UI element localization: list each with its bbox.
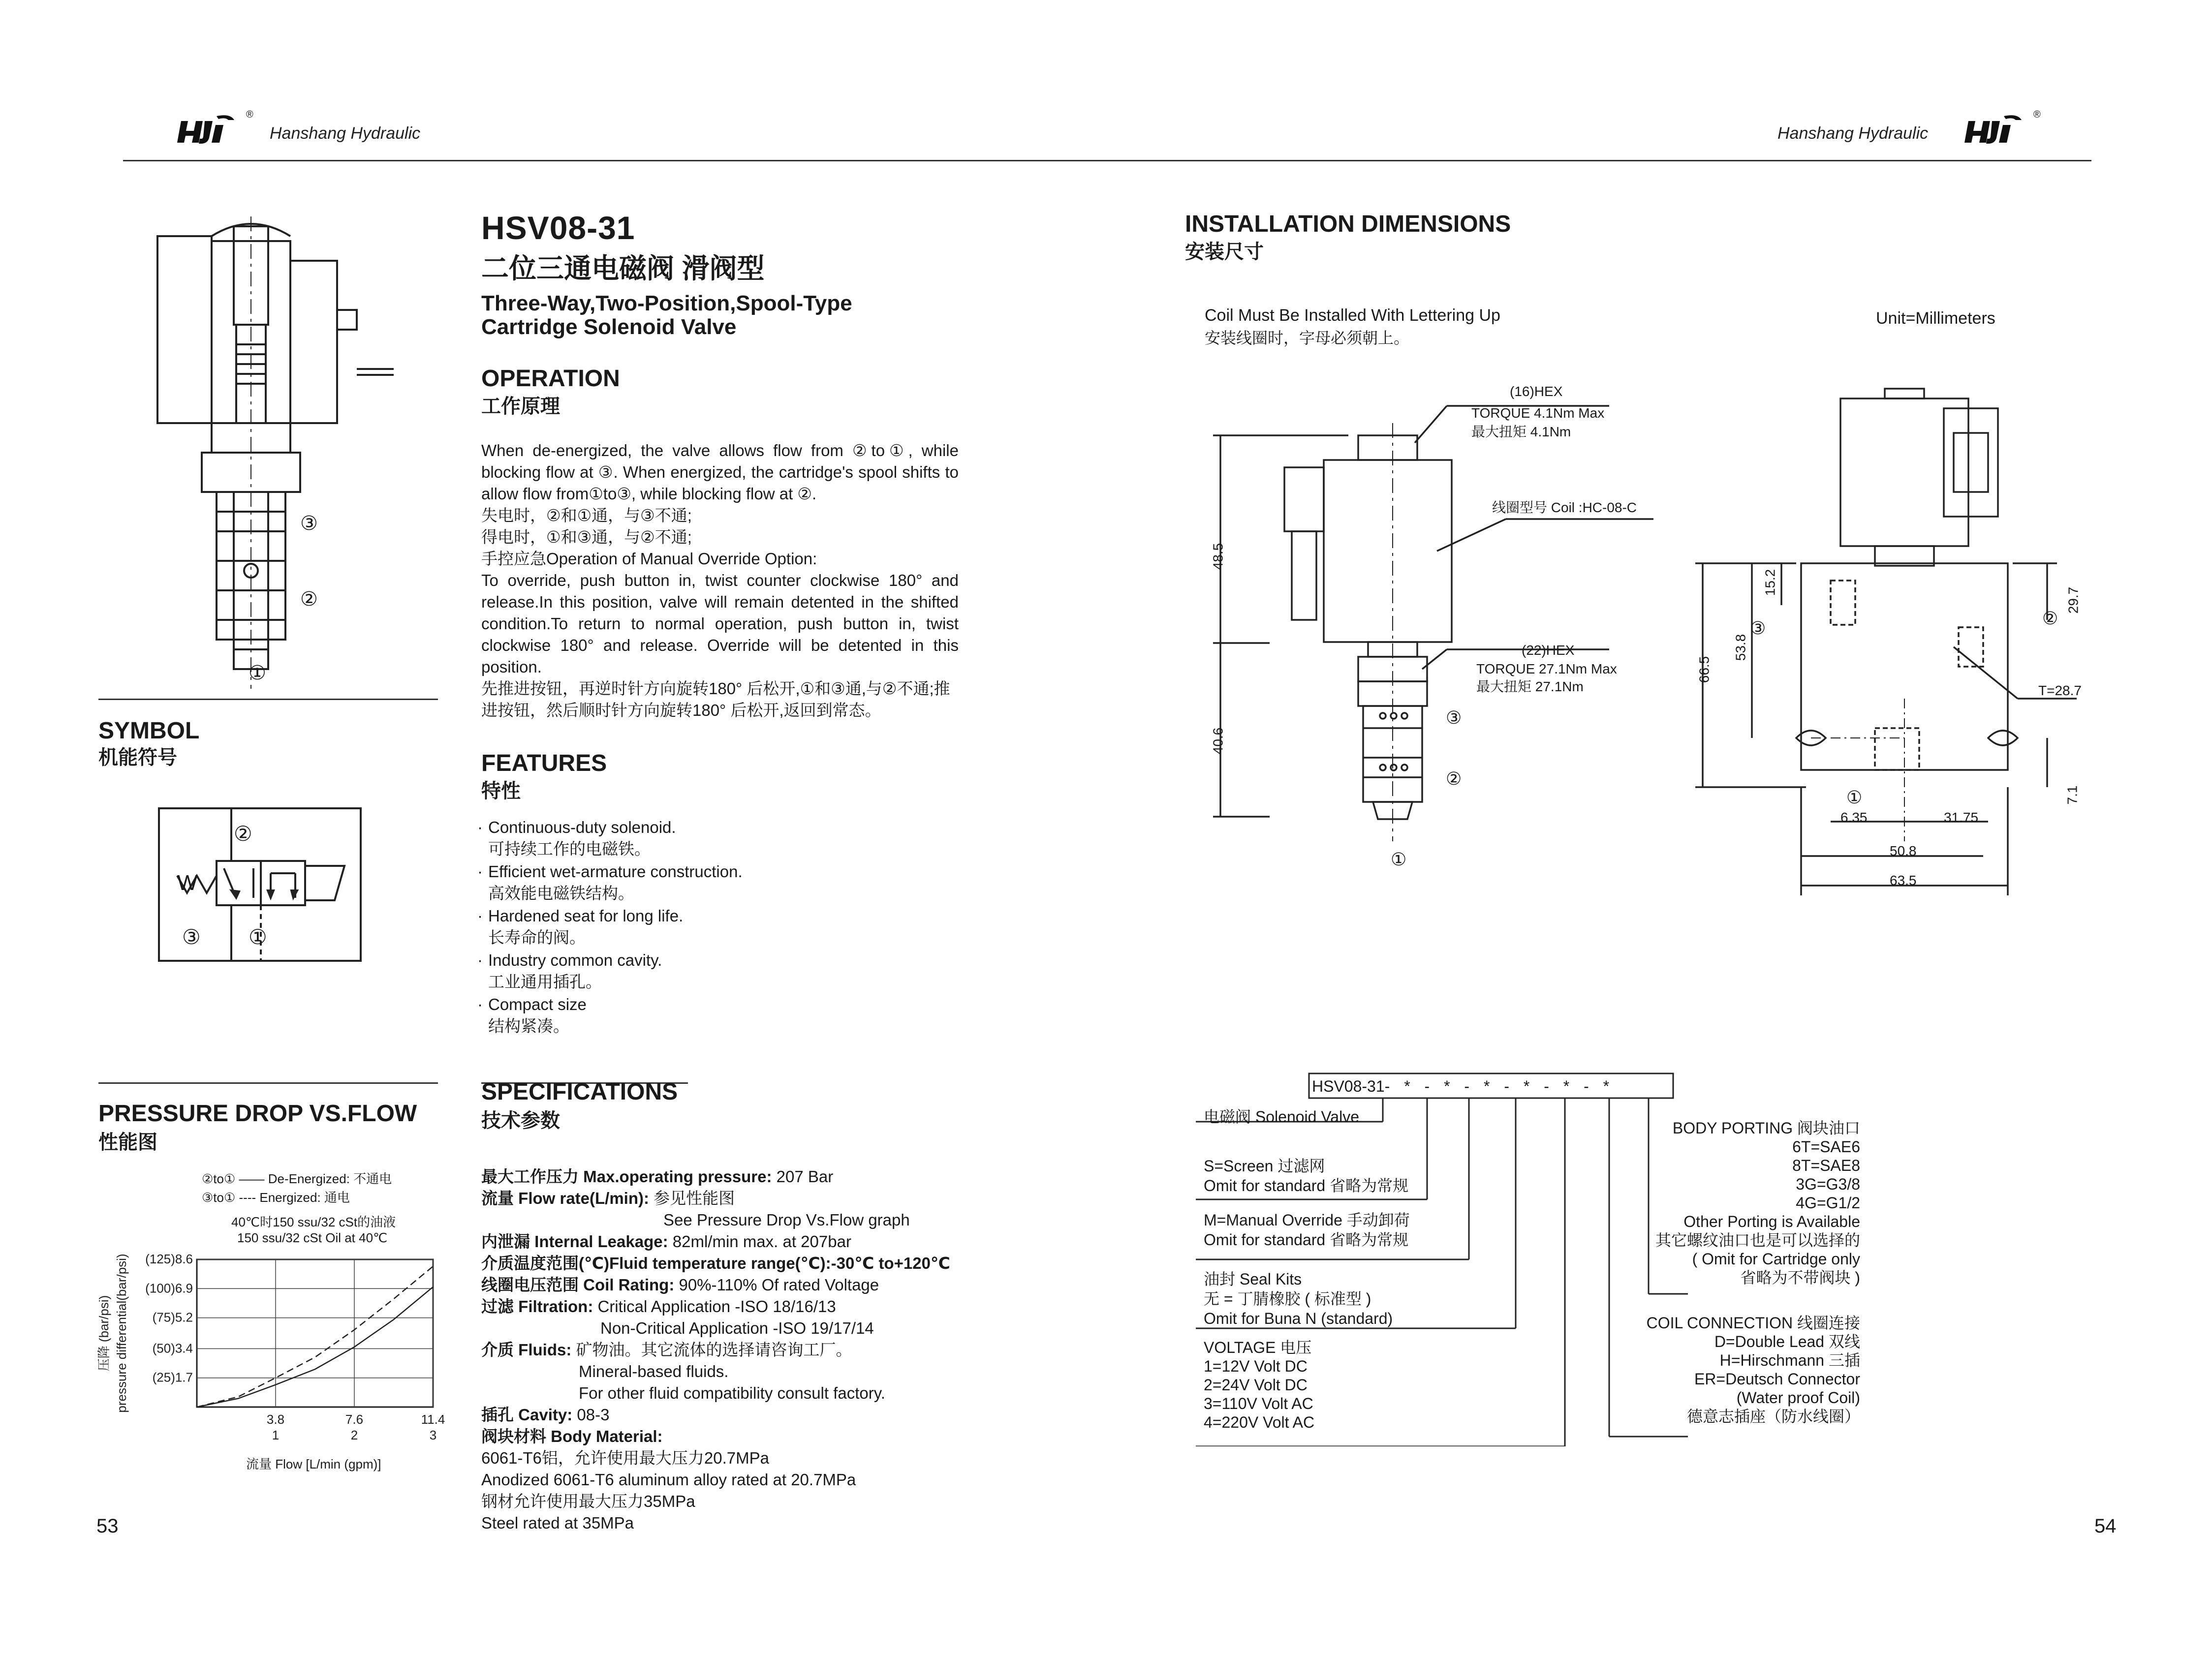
symbol-title: SYMBOL xyxy=(98,718,200,744)
torque2-cn-label: 最大扭矩 27.1Nm xyxy=(1476,679,1584,694)
feature-cn: 可持续工作的电磁铁。 xyxy=(488,840,651,858)
specifications-list xyxy=(481,1166,973,1534)
left-logo xyxy=(176,109,255,154)
feature-en: Hardened seat for long life. xyxy=(488,907,684,925)
chart-x-tick-label: 7.6 xyxy=(345,1412,364,1427)
model-title: HSV08-31 xyxy=(481,210,635,246)
order-body-item: 3G=G3/8 xyxy=(1796,1175,1860,1193)
order-screen-2: Omit for standard 省略为常规 xyxy=(1204,1177,1409,1195)
feature-cn: 结构紧凑。 xyxy=(488,1017,569,1035)
operation-p1: When de-energized, the valve allows flow from ②to①, while blocking flow at ③. When energized, the cartridge's spool shifts to allow flow from①to③, while blocking flow at ②. xyxy=(481,441,959,503)
order-code: HSV08-31 xyxy=(1312,1077,1385,1095)
order-body-item: ( Omit for Cartridge only xyxy=(1692,1250,1860,1268)
page-number-left: 53 xyxy=(96,1515,119,1537)
order-manual xyxy=(1204,1210,1410,1250)
order-seal-2: 无 = 丁腈橡胶 ( 标准型 ) xyxy=(1204,1290,1371,1308)
dim-40-6: 40.6 xyxy=(1210,727,1226,755)
pressure-rule xyxy=(98,1082,438,1084)
units-note: Unit=Millimeters xyxy=(1876,309,1995,328)
operation-p3: 先推进按钮，再逆时针方向旋转180° 后松开,①和③通,与②不通;推进按钮，然后顺时针方向旋转180° 后松开,返回到常态。 xyxy=(481,679,950,719)
header-rule xyxy=(123,160,2091,161)
title-en-2: Cartridge Solenoid Valve xyxy=(481,315,737,339)
right-logo xyxy=(1963,109,2042,154)
title-cn: 二位三通电磁阀 滑阀型 xyxy=(481,253,765,284)
page-number-right: 54 xyxy=(2094,1515,2117,1537)
order-coil-item: H=Hirschmann 三插 xyxy=(1719,1351,1860,1369)
body-port-2: ② xyxy=(2042,608,2058,628)
order-screen-1: S=Screen 过滤网 xyxy=(1204,1157,1325,1175)
feature-en: Efficient wet-armature construction. xyxy=(488,862,743,881)
dim-50-8: 50.8 xyxy=(1890,843,1917,858)
torque1-cn-label: 最大扭矩 4.1Nm xyxy=(1471,424,1571,439)
torque2-label: TORQUE 27.1Nm Max xyxy=(1476,661,1617,676)
chart-series-line xyxy=(197,1266,433,1407)
spec-row: See Pressure Drop Vs.Flow graph xyxy=(663,1211,910,1229)
operation-l1: 失电时，②和①通，与③不通; xyxy=(481,506,692,524)
hex22-label: (22)HEX xyxy=(1522,643,1575,658)
order-manual-1: M=Manual Override 手动卸荷 xyxy=(1204,1211,1410,1229)
torque1-label: TORQUE 4.1Nm Max xyxy=(1471,405,1605,421)
spec-row: 介质温度范围(℃)Fluid temperature range(℃):-30℃ to+120℃ xyxy=(481,1254,950,1272)
symbol-w-label: W xyxy=(177,871,198,895)
installation-title-cn: 安装尺寸 xyxy=(1185,241,1264,263)
spec-row: Mineral-based fluids. xyxy=(579,1362,729,1380)
order-manual-2: Omit for standard 省略为常规 xyxy=(1204,1231,1409,1249)
feature-en: Compact size xyxy=(488,995,587,1013)
chart-y-label-1: 压降 (bar/psi) xyxy=(96,1295,111,1372)
feature-item: · Efficient wet-armature construction. 高效能电磁铁结构。 xyxy=(477,861,920,904)
chart-y-tick-label: (75)5.2 xyxy=(152,1310,193,1325)
order-voltage-item: 4=220V Volt AC xyxy=(1204,1413,1315,1431)
order-seal-1: 油封 Seal Kits xyxy=(1204,1270,1302,1288)
coil-note-cn: 安装线圈时，字母必须朝上。 xyxy=(1205,329,1410,347)
hji-logo-icon xyxy=(1963,112,2042,152)
spec-row: 阀块材料 Body Material: xyxy=(481,1427,663,1445)
symbol-port-2: ② xyxy=(234,822,252,845)
feature-item: · Compact size 结构紧凑。 xyxy=(477,994,920,1037)
spec-row: 介质 Fluids: 矿物油。其它流体的选择请咨询工厂。 xyxy=(481,1341,852,1359)
coil-model-label: 线圈型号 Coil :HC-08-C xyxy=(1492,500,1637,515)
symbol-rule xyxy=(98,699,438,700)
valve-port-1-label: ① xyxy=(249,662,266,684)
side-port-2: ② xyxy=(1446,768,1462,789)
chart-note-1: 40℃时150 ssu/32 cSt的油液 xyxy=(231,1215,396,1229)
side-port-1: ① xyxy=(1391,849,1407,869)
pressure-flow-chart xyxy=(89,1250,453,1478)
chart-legend-1: ②to① —— De-Energized: 不通电 xyxy=(202,1171,392,1186)
order-voltage-item: 2=24V Volt DC xyxy=(1204,1376,1308,1394)
chart-y-tick-label: (100)6.9 xyxy=(145,1281,193,1296)
features-title: FEATURES xyxy=(481,750,607,776)
order-coil-title: COIL CONNECTION 线圈连接 xyxy=(1646,1314,1860,1332)
chart-note-2: 150 ssu/32 cSt Oil at 40℃ xyxy=(237,1230,388,1245)
side-view-drawing xyxy=(1211,384,1653,888)
order-voltage xyxy=(1204,1338,1314,1432)
valve-cross-section xyxy=(148,216,463,701)
chart-x-label: 流量 Flow [L/min (gpm)] xyxy=(246,1457,381,1471)
dim-63-5: 63.5 xyxy=(1890,873,1917,888)
body-view-drawing xyxy=(1693,379,2096,913)
chart-y-label-2: pressure differential(bar/psi) xyxy=(114,1254,129,1413)
title-en-1: Three-Way,Two-Position,Spool-Type xyxy=(481,291,852,315)
spec-row: 最大工作压力 Max.operating pressure: 207 Bar xyxy=(481,1167,834,1186)
spec-row: 插孔 Cavity: 08-3 xyxy=(481,1406,610,1424)
operation-l2: 得电时，①和③通，与②不通; xyxy=(481,528,692,546)
operation-p2: To override, push button in, twist counter clockwise 180° and release.In this position, valve will remain detented in the shifted condition.To return to normal operation, push button in, twist clockwise 180° and release. Override will be detented in this position. xyxy=(481,571,959,676)
order-coil-item: ER=Deutsch Connector xyxy=(1694,1370,1860,1388)
feature-en: Industry common cavity. xyxy=(488,951,662,969)
body-port-3: ③ xyxy=(1750,618,1766,638)
order-body-item: 8T=SAE8 xyxy=(1792,1157,1860,1174)
left-brand-name: Hanshang Hydraulic xyxy=(270,124,421,143)
specifications-title-cn: 技术参数 xyxy=(481,1110,560,1132)
order-coil-item: D=Double Lead 双线 xyxy=(1714,1333,1860,1350)
order-code-text xyxy=(1312,1076,1614,1096)
operation-l3: 手控应急Operation of Manual Override Option: xyxy=(481,550,817,568)
dim-15-2: 15.2 xyxy=(1762,569,1778,596)
chart-x-tick-gpm-label: 2 xyxy=(350,1428,358,1442)
feature-cn: 工业通用插孔。 xyxy=(488,973,602,991)
chart-legend-2: ③to① ---- Energized: 通电 xyxy=(202,1190,350,1205)
hex16-label: (16)HEX xyxy=(1510,384,1563,399)
feature-item: · Industry common cavity. 工业通用插孔。 xyxy=(477,950,920,993)
chart-x-tick-label: 11.4 xyxy=(421,1412,445,1427)
dim-7-1: 7.1 xyxy=(2064,785,2080,805)
order-screen xyxy=(1204,1156,1408,1195)
features-title-cn: 特性 xyxy=(481,780,521,802)
specifications-title: SPECIFICATIONS xyxy=(481,1079,678,1105)
order-solenoid-valve: 电磁阀 Solenoid Valve xyxy=(1204,1108,1360,1126)
spec-row: 内泄漏 Internal Leakage: 82ml/min max. at 207bar xyxy=(481,1232,851,1251)
feature-cn: 长寿命的阀。 xyxy=(488,928,586,947)
order-body-item: 省略为不带阀块 ) xyxy=(1740,1269,1860,1286)
spec-row: 过滤 Filtration: Critical Application -ISO 18/16/13 xyxy=(481,1297,836,1316)
spec-row: For other fluid compatibility consult factory. xyxy=(579,1384,885,1402)
spec-row: 钢材允许使用最大压力35MPa xyxy=(481,1492,695,1510)
symbol-port-3: ③ xyxy=(182,925,201,949)
valve-port-2-label: ② xyxy=(300,588,318,610)
chart-x-tick-gpm-label: 3 xyxy=(429,1428,437,1442)
feature-en: Continuous-duty solenoid. xyxy=(488,818,676,836)
order-body-item: 6T=SAE6 xyxy=(1792,1138,1860,1156)
hji-logo-icon xyxy=(176,112,255,152)
chart-y-tick-label: (25)1.7 xyxy=(152,1370,193,1385)
chart-x-tick-gpm-label: 1 xyxy=(272,1428,280,1442)
chart-y-tick-label: (125)8.6 xyxy=(145,1252,193,1266)
features-list xyxy=(477,817,920,1038)
chart-x-tick-label: 3.8 xyxy=(266,1412,285,1427)
registered-mark: ® xyxy=(2033,109,2041,120)
dim-29-7: 29.7 xyxy=(2065,586,2081,614)
order-suffix: - * - * - * - * - * - * xyxy=(1384,1077,1615,1095)
installation-title: INSTALLATION DIMENSIONS xyxy=(1185,211,1511,237)
chart-frame xyxy=(197,1259,433,1407)
order-voltage-item: 3=110V Volt AC xyxy=(1204,1395,1313,1412)
feature-item: · Continuous-duty solenoid. 可持续工作的电磁铁。 xyxy=(477,817,920,860)
spec-row: 流量 Flow rate(L/min): 参见性能图 xyxy=(481,1189,735,1207)
dim-6-35: 6.35 xyxy=(1840,810,1868,825)
order-coil-item: 德意志插座（防水线圈） xyxy=(1686,1408,1860,1425)
right-brand-name: Hanshang Hydraulic xyxy=(1777,124,1929,143)
order-body-title: BODY PORTING 阀块油口 xyxy=(1672,1119,1860,1137)
order-seal-3: Omit for Buna N (standard) xyxy=(1204,1310,1393,1327)
order-body-item: Other Porting is Available xyxy=(1683,1213,1860,1230)
operation-title: OPERATION xyxy=(481,366,620,392)
dim-48-5: 48.5 xyxy=(1210,543,1226,570)
dim-t: T=28.7 xyxy=(2038,683,2082,698)
symbol-title-cn: 机能符号 xyxy=(98,747,177,768)
coil-note: Coil Must Be Installed With Lettering Up xyxy=(1205,306,1500,325)
dim-66-5: 66.5 xyxy=(1696,656,1712,683)
order-voltage-item: 1=12V Volt DC xyxy=(1204,1357,1308,1375)
spec-row: Anodized 6061-T6 aluminum alloy rated at 20.7MPa xyxy=(481,1470,856,1489)
pressure-drop-title-cn: 性能图 xyxy=(98,1132,157,1153)
valve-port-3-label: ③ xyxy=(300,513,318,534)
order-coil-connection xyxy=(1624,1314,1860,1426)
order-body-item: 其它螺纹油口也是可以选择的 xyxy=(1655,1231,1860,1249)
chart-series-line xyxy=(197,1287,433,1407)
operation-title-cn: 工作原理 xyxy=(481,396,560,417)
order-seal xyxy=(1204,1269,1393,1328)
order-voltage-title: VOLTAGE 电压 xyxy=(1204,1339,1312,1356)
side-port-3: ③ xyxy=(1446,707,1462,728)
symbol-port-1: ① xyxy=(249,925,267,949)
pressure-drop-title: PRESSURE DROP VS.FLOW xyxy=(98,1101,417,1127)
registered-mark: ® xyxy=(246,109,253,120)
order-body-porting xyxy=(1624,1119,1860,1287)
spec-row: 线圈电压范围 Coil Rating: 90%-110% Of rated Voltage xyxy=(481,1276,879,1294)
feature-cn: 高效能电磁铁结构。 xyxy=(488,884,634,902)
chart-y-tick-label: (50)3.4 xyxy=(152,1341,193,1356)
spec-row: 6061-T6铝，允许使用最大压力20.7MPa xyxy=(481,1449,769,1467)
dim-31-75: 31.75 xyxy=(1944,810,1979,825)
feature-item: · Hardened seat for long life. 长寿命的阀。 xyxy=(477,905,920,949)
chart-svg xyxy=(89,1250,453,1476)
order-body-item: 4G=G1/2 xyxy=(1796,1194,1860,1212)
body-port-1: ① xyxy=(1846,787,1863,807)
order-coil-item: (Water proof Coil) xyxy=(1736,1389,1860,1407)
dim-53-8: 53.8 xyxy=(1733,634,1748,661)
operation-body xyxy=(481,440,959,721)
spec-row: Steel rated at 35MPa xyxy=(481,1514,634,1532)
spec-row: Non-Critical Application -ISO 19/17/14 xyxy=(600,1319,874,1337)
